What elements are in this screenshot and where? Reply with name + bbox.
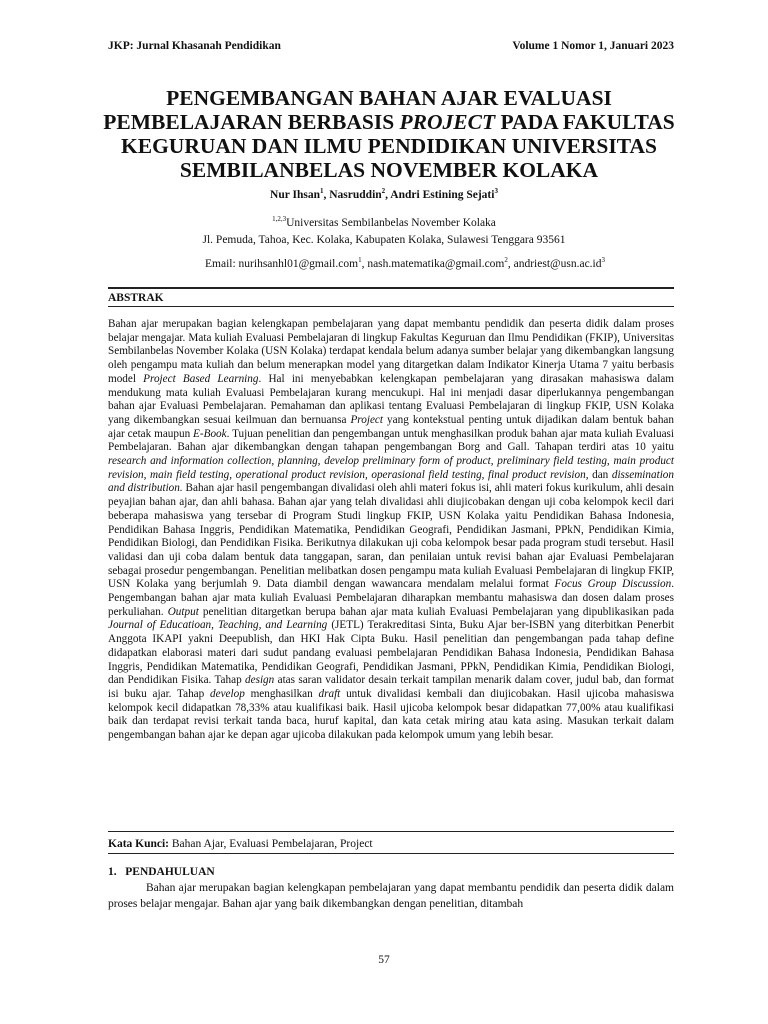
abstract-italic-text: E-Book [193, 427, 227, 440]
running-header [108, 40, 674, 52]
author-name: Nur Ihsan [270, 189, 320, 201]
divider-top [108, 287, 674, 289]
institution-name: Universitas Sembilanbelas November Kolaka [286, 217, 496, 229]
abstract-text: menghasilkan [244, 687, 319, 700]
institution-address: Jl. Pemuda, Tahoa, Kec. Kolaka, Kabupaten Kolaka, Sulawesi Tenggara 93561 [202, 234, 566, 246]
author-name: Nasruddin [329, 189, 382, 201]
abstract-italic-text: Project [350, 413, 383, 426]
paper-title [90, 86, 688, 182]
title-line-2-end: PADA FAKULTAS [495, 110, 675, 134]
author-affiliation-mark: 3 [494, 187, 498, 196]
email-mark: 1 [358, 256, 362, 265]
email-entry [367, 258, 513, 270]
abstract-italic-text: draft [318, 687, 341, 700]
author-affiliation-mark: 2 [381, 187, 386, 196]
section-heading-introduction: 1. PENDAHULUAN [108, 866, 215, 878]
abstract-italic-text: develop [210, 687, 245, 700]
keywords-value: Bahan Ajar, Evaluasi Pembelajaran, Project [169, 838, 373, 850]
email-line [205, 258, 605, 270]
divider-abstract [108, 306, 674, 307]
divider-keywords-top [108, 831, 674, 832]
abstract-italic-text: Journal of Educatioan, Teaching, and Learning [108, 619, 328, 632]
title-line-3: KEGURUAN DAN ILMU PENDIDIKAN UNIVERSITAS [121, 134, 657, 158]
email-mark: 3 [601, 256, 605, 265]
divider-keywords-bottom [108, 853, 674, 854]
title-line-1: PENGEMBANGAN BAHAN AJAR EVALUASI [166, 86, 612, 110]
abstract-text: (JETL) Terakreditasi Sinta, Buku Ajar ber-ISBN yang diterbitkan Penerbit Anggota IKAPI yakni Deepublish, dan HKI Hak Cipta Buku. Hasil penelitian dan pengembangan pada tahap define didapatkan elaborasi materi dari sudut pandang evaluasi pembelajaran Pendidikan Bahasa Indonesia, Pendidikan Bahasa Inggris, Pendidikan Matematika, Pendidikan Geografi, Pendidikan Jasmani, PPkN, Pendidikan Kimia, Pendidikan Biologi, dan Pendidikan Fisika. Tahap [108, 619, 675, 687]
abstract-heading: ABSTRAK [108, 292, 164, 304]
author-name: Andri Estining Sejati [390, 189, 495, 201]
abstract-italic-text: design [245, 674, 275, 687]
email-address[interactable]: nurihsanhl01@gmail.com [238, 258, 359, 270]
volume-info: Volume 1 Nomor 1, Januari 2023 [512, 40, 674, 52]
abstract-text: . Tujuan penelitian dan pengembangan untuk menghasilkan produk bahan ajar mata kuliah Evaluasi Pembelajaran. Bahan ajar dikembangkan dengan tahapan pengembangan Borg and Gall. Tahapan terdiri atas 10 yaitu [108, 427, 674, 454]
email-separator: , [361, 258, 368, 270]
journal-name: JKP: Jurnal Khasanah Pendidikan [108, 40, 281, 52]
introduction-body [108, 881, 674, 912]
keywords-label: Kata Kunci: [108, 838, 170, 850]
affiliation-mark: 1,2,3 [272, 215, 287, 224]
abstract-text: atas saran validator desain terkait tampilan menarik dalam cover, judul bab, dan format isi buku ajar. Tahap [108, 674, 675, 700]
introduction-paragraph: Bahan ajar merupakan bagian kelengkapan pembelajaran yang dapat membantu pendidik dan peserta didik dalam proses belajar mengajar. Bahan ajar yang baik dikembangkan dengan penelitian, ditambah [108, 882, 674, 910]
institution-line [0, 215, 768, 232]
author [390, 189, 498, 201]
page-number: 57 [378, 954, 390, 966]
abstract-text: penelitian ditargetkan berupa bahan ajar mata kuliah Evaluasi Pembelajaran yang dipublikasikan pada [198, 605, 675, 618]
title-line-2-start: PEMBELAJARAN BERBASIS [103, 110, 400, 134]
abstract-text: yang kontekstual penting untuk dijadikan dalam bentuk bahan ajar cetak maupun [108, 413, 674, 440]
title-line-2-italic: PROJECT [399, 110, 496, 134]
title-line-2 [90, 110, 688, 134]
abstract-italic-text: research and information collection, planning, develop preliminary form of product, preliminary field testing, main product revision, main field testing, operational product revision, operasional field testing, final product revision, [108, 455, 674, 481]
email-mark: 2 [504, 256, 508, 265]
email-label: Email: [205, 258, 239, 270]
author-list [0, 189, 768, 201]
affiliation [0, 215, 768, 249]
author-separator: , [323, 189, 330, 201]
author-separator: , [385, 189, 391, 201]
abstract-text: . Pengembangan bahan ajar mata kuliah Evaluasi Pembelajaran diharapkan membantu mahasiswa dan dosen dalam proses perkuliahan. [108, 578, 674, 618]
abstract-italic-text: Project Based Learning [143, 372, 259, 385]
email-entry [239, 258, 368, 270]
abstract-italic-text: Output [167, 605, 199, 618]
abstract-body [108, 318, 674, 743]
email-separator: , [507, 258, 514, 270]
abstract-text: dan [588, 468, 612, 481]
abstract-text: untuk divalidasi kembali dan diujicobakan. Hasil ujicoba mahasiswa kelompok kecil didapatkan 78,33% atau kualifikasi baik. Hasil ujicoba kelompok besar didapatkan 77,00% atau kualifikasi baik dan terdapat revisi terkait tanda baca, huruf kapital, dan kata cetak miring atau kata asing. Masukan terkait dalam pengembangan bahan ajar ke depan agar ujicoba dilakukan pada kelompok umum yang lebih besar. [108, 687, 674, 742]
abstract-italic-text: Focus Group Discussion [554, 578, 672, 591]
abstract-text: . Hal ini menyebabkan kelengkapan pembelajaran yang dirasakan mahasiswa dalam mendukung mata kuliah Evaluasi Pembelajaran kurang mencukupi. Hal ini menjadi dasar diperlukannya pengembangan bahan ajar Evaluasi Pembelajaran. Pemahaman dan aplikasi tentang Evaluasi Pembelajaran di lingkup FKIP, USN Kolaka yang dikembangkan sesuai keilmuan dan bernuansa [108, 372, 674, 426]
email-entry [514, 258, 605, 270]
email-address[interactable]: nash.matematika@gmail.com [367, 258, 505, 270]
abstract-paragraph [108, 318, 674, 743]
abstract-text: Bahan ajar hasil pengembangan divalidasi oleh ahli materi fokus isi, ahli materi fokus kurikulum, ahli desain peyajian bahan ajar, dan ahli bahasa. Bahan ajar yang telah divalidasi ahli diujicobakan dengan uji coba kelompok kecil dari beberapa mahasiswa yang tersebar di Program Studi lingkup FKIP, USN Kolaka yaitu Pendidikan Bahasa Indonesia, Pendidikan Bahasa Inggris, Pendidikan Matematika, Pendidikan Geografi, Pendidikan Jasmani, PPkN, Pendidikan Kimia, Pendidikan Biologi, dan Pendidikan Fisika. Berikutnya dilakukan uji coba kelompok besar pada program studi tersebut. Hasil validasi dan uji coba dalam bentuk data tanggapan, saran, dan penilaian untuk revisi bahan ajar Evaluasi Pembelajaran sebagai prosedur pengembangan. Penelitian melibatkan dosen pengampu mata kuliah Evaluasi Pembelajaran di lingkup FKIP, USN Kolaka yang berjumlah 9. Data diambil dengan wawancara mendalam melalui format [108, 482, 675, 591]
email-address[interactable]: andriest@usn.ac.id [513, 258, 602, 270]
author-affiliation-mark: 1 [320, 187, 324, 196]
title-line-4: SEMBILANBELAS NOVEMBER KOLAKA [179, 158, 599, 182]
author [329, 189, 390, 201]
author [270, 189, 329, 201]
abstract-italic-text: dissemination and distribution. [108, 468, 674, 495]
abstract-text: Bahan ajar merupakan bagian kelengkapan pembelajaran yang dapat membantu pendidik dan peserta didik dalam proses belajar mengajar. Mata kuliah Evaluasi Pembelajaran di lingkup Fakultas Keguruan dan Ilmu Pendidikan (FKIP), Universitas Sembilanbelas November Kolaka (USN Kolaka) terdapat kendala belum adanya sumber belajar yang dikembangkan langsung oleh pengampu mata kuliah dan belum menerapkan model yang ditargetkan dalam Indikator Kinerja Utama 7 yaitu berbasis model [108, 318, 674, 385]
keywords [108, 838, 674, 850]
